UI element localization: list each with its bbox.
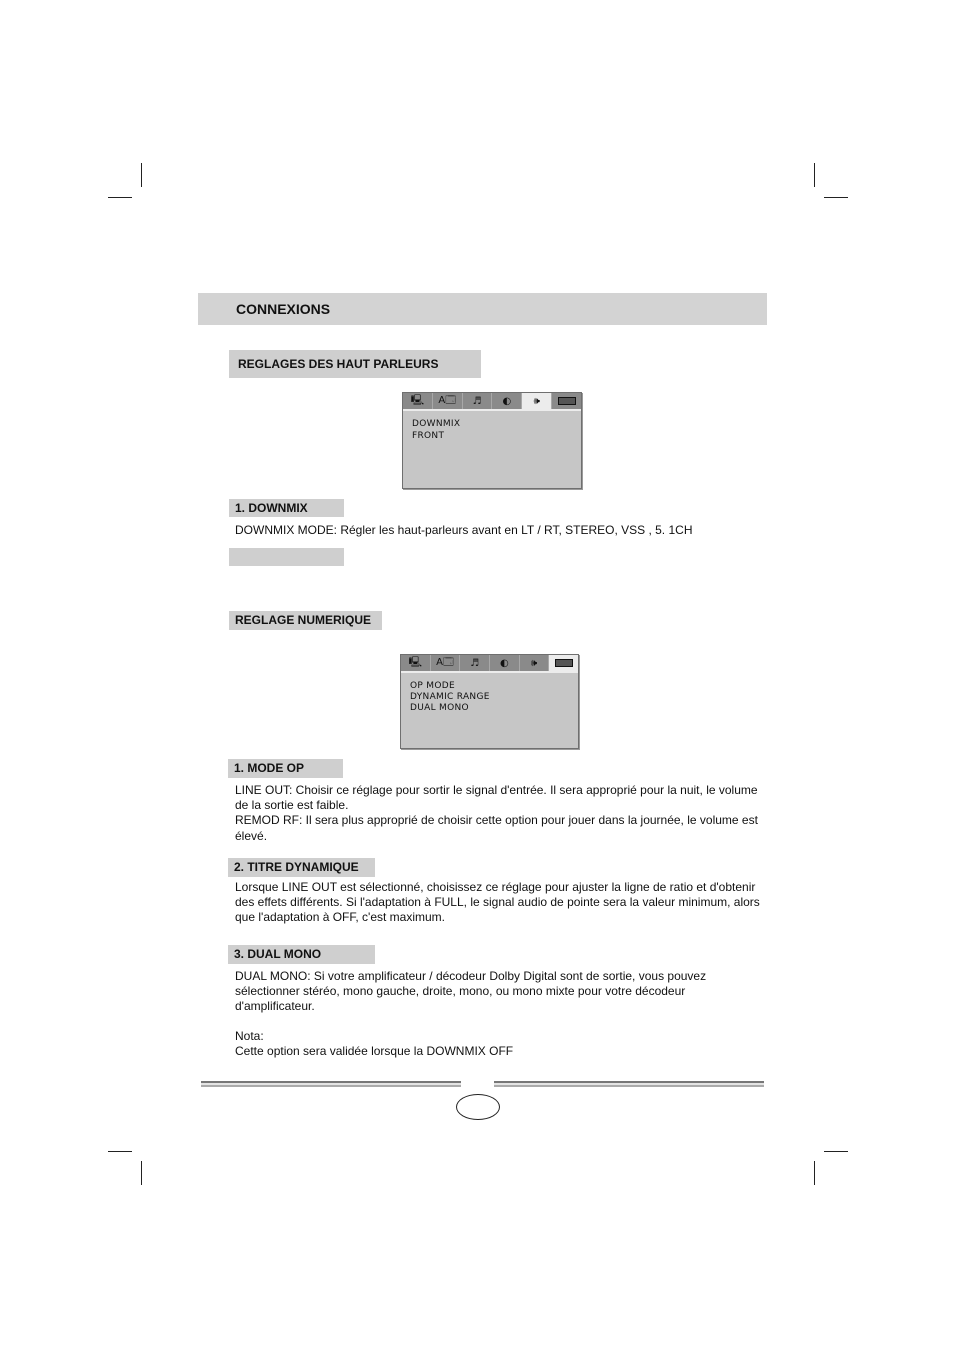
menu-tab-bar [401,655,578,671]
menu-body [401,671,578,748]
page-number-oval [456,1094,500,1120]
mode-op-heading: 1. MODE OP [228,759,343,778]
crop-mark [814,1161,815,1185]
menu-item-dual-mono: DUAL MONO [410,703,469,713]
empty-heading-bar [229,548,344,566]
downmix-heading: 1. DOWNMIX [229,499,344,517]
crop-mark [141,163,142,187]
section-header [198,293,767,325]
language-setup-icon: A🗔 [433,393,463,409]
crop-mark [824,197,848,198]
nota-text: Cette option sera validée lorsque la DOWNMIX OFF [235,1043,514,1058]
speakers-menu-screen [402,392,582,489]
speaker-setup-icon: 🕪 [520,655,550,671]
menu-body [403,409,581,488]
menu-tab-bar [403,393,581,409]
dynamic-text: Lorsque LINE OUT est sélectionné, choisissez ce réglage pour ajuster la ligne de ratio et d'obtenir des effets différents. Si l'adaptation à FULL, le signal audio de pointe sera la valeur minimum, alors que l'adaptation à OFF, c'est maximum. [235,880,760,925]
crop-mark [141,1161,142,1185]
crop-mark [108,1151,132,1152]
menu-item-downmix: DOWNMIX [412,419,461,429]
audio-setup-icon: ♬ [460,655,490,671]
general-setup-icon: 🖳 [403,393,433,409]
digital-heading: REGLAGE NUMERIQUE [229,611,382,630]
nota-label: Nota: [235,1028,264,1043]
menu-item-front: FRONT [412,431,445,441]
menu-item-op-mode: OP MODE [410,681,455,691]
dynamic-heading: 2. TITRE DYNAMIQUE [228,858,375,877]
footer-rule-left [201,1081,461,1087]
dual-mono-text [235,969,765,1059]
crop-mark [108,197,132,198]
language-setup-icon: A🗔 [431,655,461,671]
dual-mono-heading: 3. DUAL MONO [228,945,375,964]
video-setup-icon: ◐ [490,655,520,671]
dual-mono-description: DUAL MONO: Si votre amplificateur / décodeur Dolby Digital sont de sortie, vous pouvez sélectionner stéréo, mono gauche, droite, mono, ou mono mixte pour votre décodeur d'amplificateur. [235,969,707,1014]
mode-op-text [235,783,765,844]
crop-mark [814,163,815,187]
speakers-heading: REGLAGES DES HAUT PARLEURS [229,350,481,378]
menu-item-dynamic-range: DYNAMIC RANGE [410,692,490,702]
downmix-text: DOWNMIX MODE: Régler les haut-parleurs avant en LT / RT, STEREO, VSS , 5. 1CH [235,523,693,537]
speaker-setup-icon: 🕪 [522,393,552,409]
page-title: CONNEXIONS [236,301,331,317]
video-setup-icon: ◐ [492,393,522,409]
digital-setup-icon [549,655,578,671]
crop-mark [824,1151,848,1152]
remod-rf-text: REMOD RF: Il sera plus approprié de choisir cette option pour jouer dans la journée, le volume est élevé. [235,813,758,843]
footer-rule-right [494,1081,764,1087]
line-out-text: LINE OUT: Choisir ce réglage pour sortir le signal d'entrée. Il sera approprié pour la nuit, le volume de la sortie est faible. [235,783,758,813]
general-setup-icon: 🖳 [401,655,431,671]
digital-setup-icon [552,393,581,409]
digital-menu-screen [400,654,579,749]
audio-setup-icon: ♬ [463,393,493,409]
